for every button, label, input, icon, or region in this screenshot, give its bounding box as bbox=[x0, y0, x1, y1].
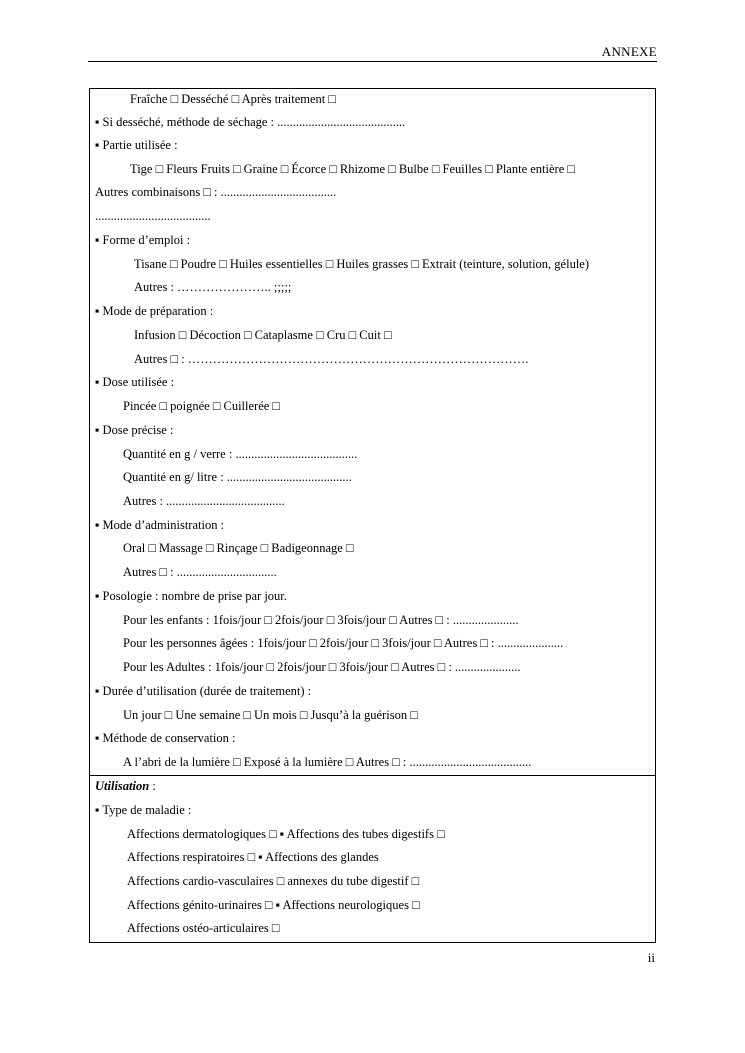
posology-adults: Pour les Adultes : 1fois/jour □ 2fois/jour □ 3fois/jour □ Autres □ : ..................... bbox=[123, 660, 521, 674]
state-options: Fraîche □ Desséché □ Après traitement □ bbox=[130, 92, 336, 106]
disease-line: Affections génito-urinaires □ ▪ Affections neurologiques □ bbox=[127, 898, 420, 912]
precise-dose-label: ▪ Dose précise : bbox=[95, 423, 174, 437]
form-of-use-label: ▪ Forme d’emploi : bbox=[95, 233, 191, 247]
administration-other-field: Autres □ : ................................ bbox=[123, 565, 277, 579]
drying-method-field: ▪ Si desséché, méthode de séchage : ......................................... bbox=[95, 115, 406, 129]
conservation-options: A l’abri de la lumière □ Exposé à la lumière □ Autres □ : ....................................... bbox=[123, 755, 532, 769]
dose-used-label: ▪ Dose utilisée : bbox=[95, 375, 175, 389]
disease-line: Affections cardio-vasculaires □ annexes du tube digestif □ bbox=[127, 874, 420, 888]
part-used-label: ▪ Partie utilisée : bbox=[95, 138, 178, 152]
form-of-use-options: Tisane □ Poudre □ Huiles essentielles □ Huiles grasses □ Extrait (teinture, solution, gélule) bbox=[134, 257, 590, 271]
part-other-dots: ..................................... bbox=[95, 209, 211, 223]
duration-options: Un jour □ Une semaine □ Un mois □ Jusqu’à la guérison □ bbox=[123, 708, 418, 722]
disease-type-label: ▪ Type de maladie : bbox=[95, 803, 192, 817]
preparation-label: ▪ Mode de préparation : bbox=[95, 304, 214, 318]
usage-heading bbox=[95, 778, 156, 794]
disease-line: Affections ostéo-articulaires □ bbox=[127, 921, 280, 935]
usage-heading-colon: : bbox=[149, 779, 156, 793]
quantity-per-glass-field: Quantité en g / verre : ....................................... bbox=[123, 447, 358, 461]
precise-dose-other-field: Autres : ...................................... bbox=[123, 494, 285, 508]
dose-used-options: Pincée □ poignée □ Cuillerée □ bbox=[123, 399, 280, 413]
header-rule bbox=[88, 61, 657, 62]
quantity-per-litre-field: Quantité en g/ litre : ........................................ bbox=[123, 470, 352, 484]
duration-label: ▪ Durée d’utilisation (durée de traitement) : bbox=[95, 684, 312, 698]
conservation-label: ▪ Méthode de conservation : bbox=[95, 731, 236, 745]
page-header: ANNEXE bbox=[601, 44, 657, 59]
preparation-options: Infusion □ Décoction □ Cataplasme □ Cru □ Cuit □ bbox=[134, 328, 392, 342]
preparation-other-field: Autres □ : ………………………………………………………………………. bbox=[134, 352, 529, 366]
posology-elderly: Pour les personnes âgées : 1fois/jour □ 2fois/jour □ 3fois/jour □ Autres □ : ..................... bbox=[123, 636, 564, 650]
page-number: ii bbox=[647, 950, 655, 965]
administration-options: Oral □ Massage □ Rinçage □ Badigeonnage □ bbox=[123, 541, 354, 555]
form-other-field: Autres : ………………….. ;;;;; bbox=[134, 280, 292, 294]
administration-label: ▪ Mode d’administration : bbox=[95, 518, 225, 532]
part-used-options: Tige □ Fleurs Fruits □ Graine □ Écorce □ Rhizome □ Bulbe □ Feuilles □ Plante entière □ bbox=[130, 162, 575, 176]
posology-label: ▪ Posologie : nombre de prise par jour. bbox=[95, 589, 287, 603]
disease-line: Affections respiratoires □ ▪ Affections des glandes bbox=[127, 850, 379, 864]
posology-children: Pour les enfants : 1fois/jour □ 2fois/jour □ 3fois/jour □ Autres □ : ..................... bbox=[123, 613, 519, 627]
part-other-field: Autres combinaisons □ : ..................................... bbox=[95, 185, 337, 199]
usage-heading-text: Utilisation bbox=[95, 779, 150, 793]
disease-line: Affections dermatologiques □ ▪ Affections des tubes digestifs □ bbox=[127, 827, 445, 841]
